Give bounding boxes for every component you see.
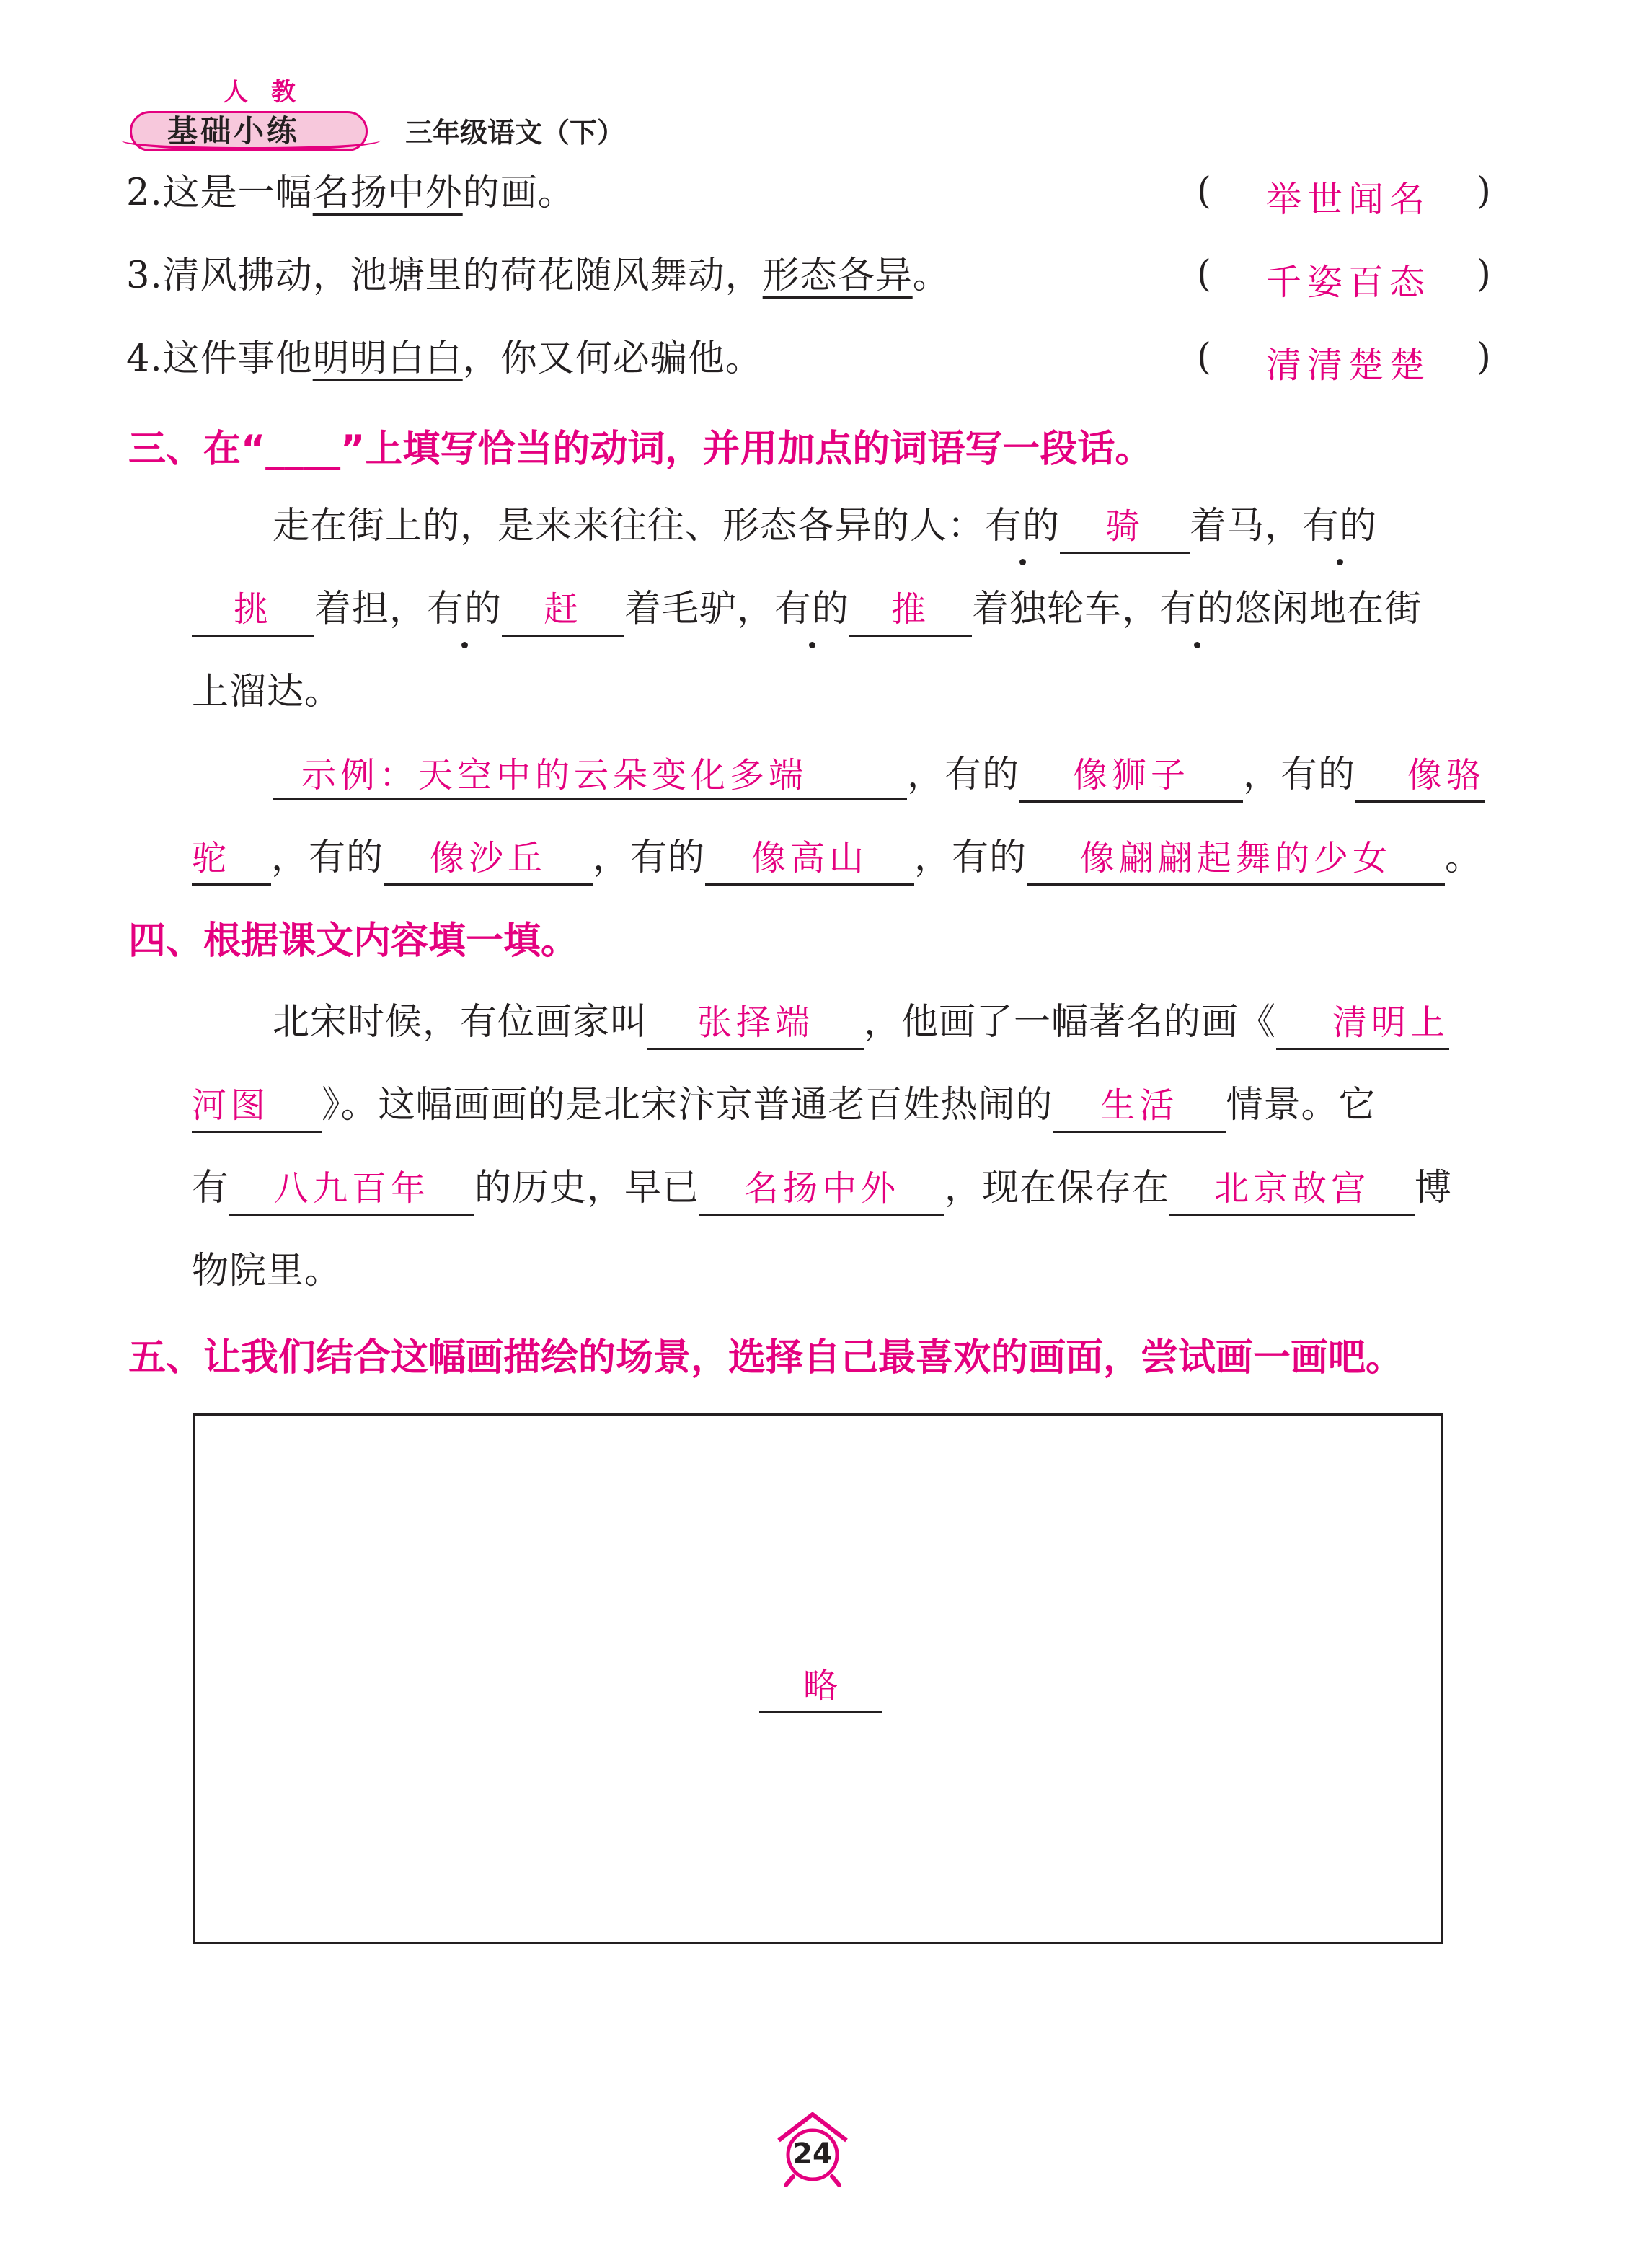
text: ，他画了一幅著名的画《 [864,1001,1277,1043]
section4-line4 [192,1243,342,1300]
text: 着独轮车， [972,588,1160,630]
header-book-title: 三年级语文（下） [405,117,625,149]
answer-blank: 示例：天空中的云朵变化多端 [273,750,907,800]
text: 有 [192,1167,230,1209]
dotted-word: 有的 [985,498,1060,555]
page-number: 24 [792,2137,833,2171]
left-paren: ( [1197,170,1211,213]
header [123,72,642,151]
dotted-word: 有的 [1302,498,1377,555]
item-number: 2. [126,172,163,214]
text: 。 [1445,837,1483,879]
text: 上溜达。 [192,671,342,713]
text: ，有的 [907,754,1020,796]
dotted-word: 有的 [1159,581,1234,638]
text: 物院里。 [192,1250,342,1292]
text: ，现在保存在 [944,1167,1170,1209]
item-text-post: 。 [912,255,950,297]
item-number: 4. [126,337,163,380]
list-item [126,164,575,222]
section4-title: 四、根据课文内容填一填。 [128,919,579,963]
answer-blank: 挑 [192,584,314,637]
section4-line3 [192,1160,1452,1217]
section3-paragraph-line2 [192,581,1422,638]
section3-paragraph-line3 [192,663,342,721]
item-underlined-word: 明明白白 [312,337,463,380]
item-underlined-word: 形态各异 [762,255,913,297]
answer-blank: 张择端 [647,997,864,1050]
answer-blank: 驼 [192,833,271,886]
answer-blank: 像高山 [705,833,914,886]
drawing-box [193,1413,1443,1944]
text: 情景。它 [1226,1084,1376,1126]
text: ，有的 [914,837,1027,879]
answer-blank: 赶 [502,584,624,637]
text: 博 [1415,1167,1453,1209]
section3-title: 三、在“____”上填写恰当的动词，并用加点的词语写一段话。 [128,428,1153,471]
answer-blank: 像沙丘 [384,833,593,886]
item-number: 3. [126,255,163,297]
left-paren: ( [1197,253,1211,296]
page-number-badge [773,2109,852,2188]
answer-blank: 像翩翩起舞的少女 [1027,833,1445,886]
text: 的历史，早已 [474,1167,700,1209]
text: ，有的 [271,837,384,879]
text: 悠闲地在街 [1234,588,1423,630]
answer-blank: 河图 [192,1080,322,1133]
answer-text: 清清楚楚 [1265,345,1430,386]
right-paren: ) [1477,253,1491,296]
text: ，有的 [593,837,706,879]
answer-blank: 推 [849,584,972,637]
left-paren: ( [1197,336,1211,379]
text: 着毛驴， [624,588,775,630]
answer-blank: 清明上 [1276,997,1449,1050]
answer-text: 千姿百态 [1265,262,1430,303]
section3-example-line1 [273,746,1485,804]
header-badge-main: 基础小练 [167,113,301,149]
section4-line2 [192,1077,1376,1134]
text: ，有的 [1243,754,1356,796]
text: 着马， [1190,505,1303,547]
item-text-post: ，你又何必骗他。 [462,337,763,380]
list-item [126,247,950,305]
drawing-box-answer: 略 [759,1661,882,1713]
answer-blank: 骑 [1060,501,1190,554]
answer-blank: 北京故宫 [1169,1163,1415,1216]
item-text-pre: 这是一幅 [162,172,313,214]
right-paren: ) [1477,170,1491,213]
answer-blank: 八九百年 [229,1163,474,1216]
item-text-pre: 清风拂动，池塘里的荷花随风舞动， [162,255,763,297]
section4-line1 [273,994,1449,1051]
header-badge-top: 人 教 [224,78,303,107]
answer-blank: 生活 [1053,1080,1226,1133]
right-paren: ) [1477,336,1491,379]
section5-title: 五、让我们结合这幅画描绘的场景，选择自己最喜欢的画面，尝试画一画吧。 [128,1336,1404,1380]
answer-text: 举世闻名 [1265,179,1430,220]
text: 着担， [314,588,428,630]
answer-blank: 像骆 [1355,750,1485,803]
text: 》。这幅画画的是北宋汴京普通老百姓热闹的 [322,1084,1053,1126]
answer-blank: 像狮子 [1019,750,1243,803]
dotted-word: 有的 [774,581,849,638]
answer-blank: 名扬中外 [699,1163,944,1216]
section3-paragraph-line1 [273,498,1377,555]
list-item [126,330,763,388]
item-text-pre: 这件事他 [162,337,313,380]
item-underlined-word: 名扬中外 [312,172,463,214]
item-text-post: 的画。 [462,172,575,214]
text: 北宋时候，有位画家叫 [273,1001,648,1043]
text: 走在街上的，是来来往往、形态各异的人： [273,505,986,547]
section3-example-line2 [192,829,1482,887]
dotted-word: 有的 [427,581,502,638]
